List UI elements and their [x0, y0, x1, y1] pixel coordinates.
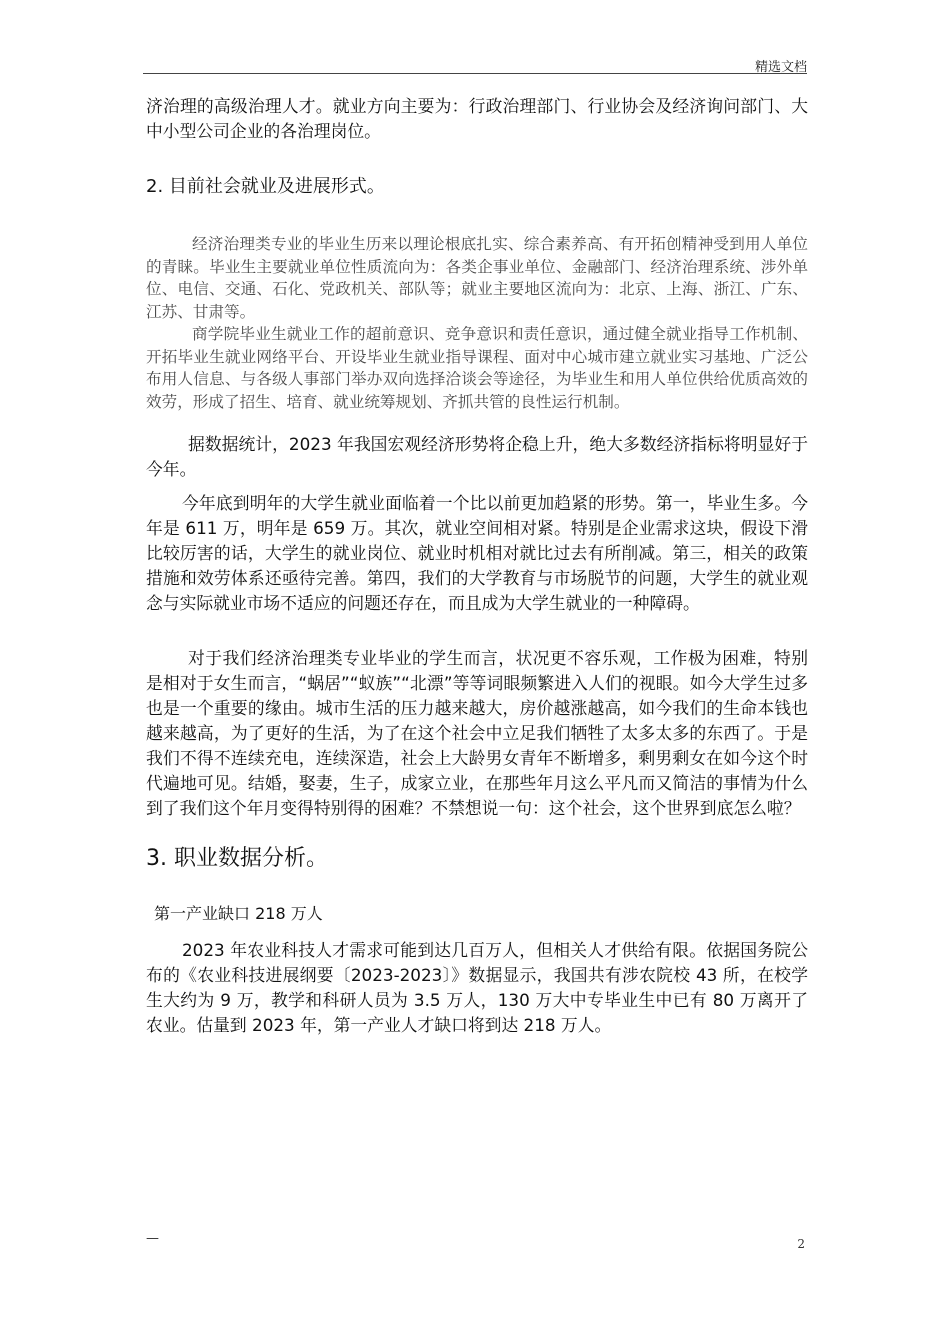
paragraph-4: 今年底到明年的大学生就业面临着一个比以前更加趋紧的形势。第一，毕业生多。今年是 611 万，明年是 659 万。其次，就业空间相对紧。特别是企业需求这块，假设下滑比较厉害的话，大学生的就业岗位、就业时机相对就比过去有所削减。第三，相关的政策措施和效劳体系还亟待完善。第四，我们的大学教育与市场脱节的问题，大学生的就业观念与实际就业市场不适应的问题还存在，而且成为大学生就业的一种障碍。	[146, 493, 808, 613]
subheading: 第一产业缺口 218 万人	[154, 904, 323, 923]
paragraph-3: 据数据统计，2023 年我国宏观经济形势将企稳上升，绝大多数经济指标将明显好于今年。	[146, 434, 808, 479]
paragraph-5: 对于我们经济治理类专业毕业的学生而言，状况更不容乐观，工作极为困难，特别是相对于女生而言，“蜗居”“蚁族”“北漂”等等词眼频繁进入人们的视眼。如今大学生过多也是一个重要的缘由。城市生活的压力越来越大，房价越涨越高，如今我们的生命本钱也越来越高，为了更好的生活，为了在这个社会中立足我们牺牲了太多太多的东西了。于是我们不得不连续充电，连续深造，社会上大龄男女青年不断增多，剩男剩女在如今这个时代遍地可见。结婚，娶妻，生子，成家立业，在那些年月这么平凡而又简洁的事情为什么到了我们这个年月变得特别得的困难？不禁想说一句：这个社会，这个世界到底怎么啦？	[146, 648, 808, 818]
intro-paragraph: 济治理的高级治理人才。就业方向主要为：行政治理部门、行业协会及经济询问部门、大中小型公司企业的各治理岗位。	[146, 96, 808, 141]
section-heading-3: 3. 职业数据分析。	[146, 846, 328, 871]
paragraph-1: 经济治理类专业的毕业生历来以理论根底扎实、综合素养高、有开拓创精神受到用人单位的青睐。毕业生主要就业单位性质流向为：各类企事业单位、金融部门、经济治理系统、涉外单位、电信、交通、石化、党政机关、部队等；就业主要地区流向为：北京、上海、浙江、广东、江苏、甘肃等。	[146, 235, 808, 321]
section-heading-2: 2. 目前社会就业及进展形式。	[146, 176, 385, 197]
footer-left-mark: —	[146, 1231, 159, 1246]
paragraph-6: 2023 年农业科技人才需求可能到达几百万人，但相关人才供给有限。依据国务院公布的《农业科技进展纲要〔2023-2023〕》数据显示，我国共有涉农院校 43 所，在校学生大约为 9 万，教学和科研人员为 3.5 万人，130 万大中专毕业生中已有 80 万离开了农业。估量到 2023 年，第一产业人才缺口将到达 218 万人。	[146, 940, 808, 1035]
paragraph-2: 商学院毕业生就业工作的超前意识、竞争意识和责任意识，通过健全就业指导工作机制、开拓毕业生就业网络平台、开设毕业生就业指导课程、面对中心城市建立就业实习基地、广泛公布用人信息、与各级人事部门举办双向选择洽谈会等途径，为毕业生和用人单位供给优质高效的效劳，形成了招生、培育、就业统筹规划、齐抓共管的良性运行机制。	[146, 325, 808, 411]
header-rule	[143, 73, 807, 74]
header-label: 精选文档	[754, 60, 807, 75]
page-number: 2	[797, 1237, 805, 1251]
